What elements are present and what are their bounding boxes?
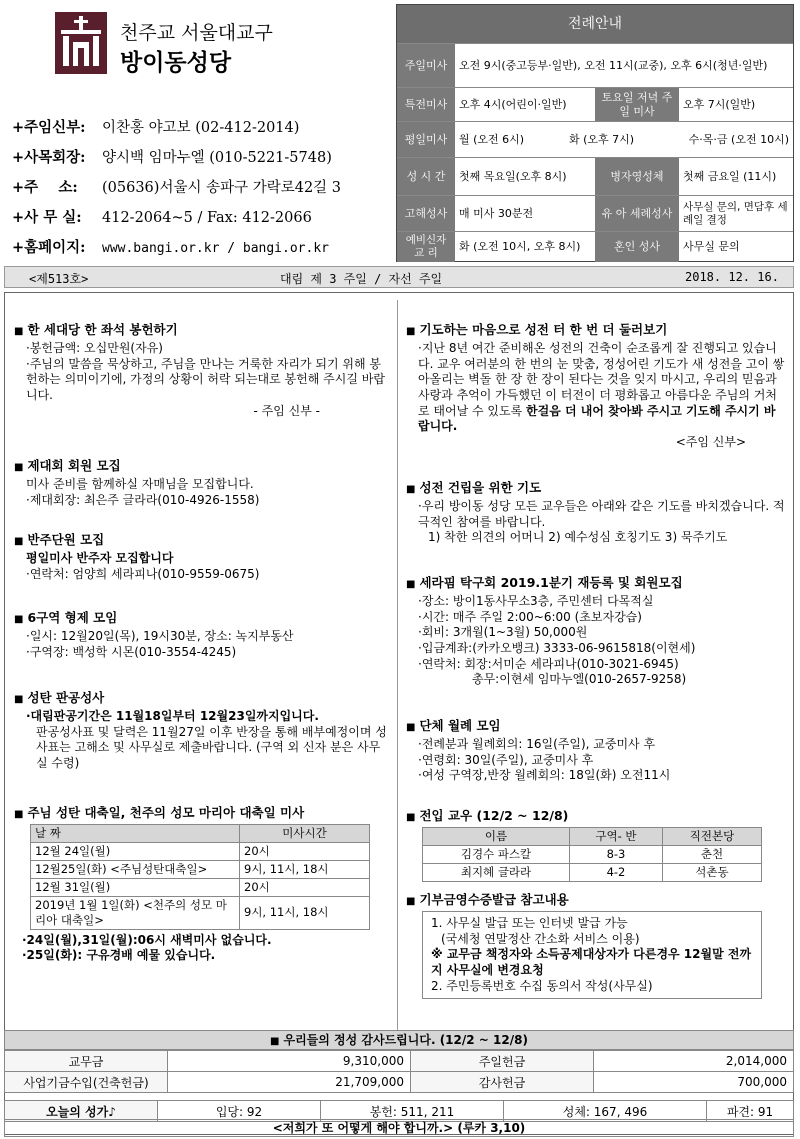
liturgy-label: 특전미사 xyxy=(397,88,455,122)
section-indulgence: ■ 성탄 판공성사 ·대림판공기간은 11월18일부터 12월23일까지입니다. 판공성사표 및 달력은 11월27일 이후 반장을 통해 배부예정이며 성사표는 고해소 및 사무실로 제출바랍니다. (구역 외 신자 분은 사무실 수령) xyxy=(14,690,390,772)
liturgy-label: 고해성사 xyxy=(397,196,455,232)
section-zone: ■ 6구역 형제 모임 ·일시: 12월20일(목), 19시30분, 장소: 녹지부동산 ·구역장: 백성학 시몬(010-3554-4245) xyxy=(14,610,390,660)
section-title: 6구역 형제 모임 xyxy=(27,610,118,625)
tt-place: ·장소: 방이1동사무소3층, 주민센터 다목적실 xyxy=(418,594,654,609)
liturgy-label: 혼인 성사 xyxy=(595,232,679,262)
zone-date: ·일시: 12월20일(목), 19시30분, 장소: 녹지부동산 xyxy=(26,629,294,644)
church-logo xyxy=(55,12,107,74)
section-title: 주님 성탄 대축일, 천주의 성모 마리아 대축일 미사 xyxy=(27,805,305,820)
build-body: ·우리 방이동 성당 모든 교우들은 아래와 같은 기도를 바치겠습니다. 적극적인 참여를 바랍니다. xyxy=(418,499,785,529)
issue-number: <제513호> xyxy=(29,272,89,286)
organ-line: 평일미사 반주자 모집합니다 xyxy=(26,551,174,566)
col-date: 날 짜 xyxy=(31,825,240,843)
table-row: 교무금 9,310,000 주일헌금 2,014,000 xyxy=(5,1051,794,1072)
liturgy-row-confession xyxy=(397,195,793,232)
indulgence-period: ·대림판공기간은 11월18일부터 12월23일까지입니다. xyxy=(26,709,319,724)
offering-body: ·주님의 말씀을 묵상하고, 주님을 만나는 거룩한 자리가 되기 위해 봉헌하는 의미이기에, 가정의 상황이 허락 되는대로 봉헌해 주시길 바랍니다. xyxy=(26,356,385,403)
section-offering: ■ 한 세대당 한 좌석 봉헌하기 ·봉헌금액: 오십만원(자유) ·주님의 말씀을 묵상하고, 주님을 만나는 거룩한 자리가 되기 위해 봉헌하는 의미이기에, 가정의 상황이 허락 되는대로 봉헌해 주시길 바랍니다. - 주임 신부 - xyxy=(14,322,390,419)
new-members-table: 이름 구역- 반 직전본당 김경수 파스칼 8-3 춘천 최지혜 글라라 4-2 석촌동 xyxy=(422,827,762,882)
table-row: 김경수 파스칼 8-3 춘천 xyxy=(423,846,762,864)
section-christmas: ■ 주님 성탄 대축일, 천주의 성모 마리아 대축일 미사 날 짜 미사시간 12월 24일(월) 20시 12월25일(화) <주님성탄대축일> 9시, 11시, 18시 12월 31일(월) 20시 2019년 1월 1일(화) <천주의 성모 마리아 대축일> 9시, 11시, 18시 ·24일(월),31일(월):06시 새벽미사 없습니다. ·25일(화): 구유경배 예물 있습니다. xyxy=(14,805,394,964)
tt-account: ·입금계좌:(카카오뱅크) 3333-06-9615818(이현세) xyxy=(418,641,696,656)
info-value: www.bangi.or.kr / bangi.or.kr xyxy=(102,241,329,256)
section-title: 성탄 판공성사 xyxy=(27,690,105,705)
liturgy-label: 성 시 간 xyxy=(397,158,455,196)
table-row: 12월25일(화) <주님성탄대축일> 9시, 11시, 18시 xyxy=(31,861,370,879)
liturgy-row-weekday xyxy=(397,121,793,158)
info-value: 양시백 임마누엘 (010-5221-5748) xyxy=(102,150,332,166)
liturgy-value: 월 (오전 6시) xyxy=(459,133,525,147)
tt-contact-1: ·연락처: 회장:서미순 세라피나(010-3021-6945) xyxy=(418,656,679,671)
section-title: 성전 건립을 위한 기도 xyxy=(419,480,542,495)
liturgy-row-sunday xyxy=(397,43,793,88)
info-value: (05636)서울시 송파구 가락로42길 3 xyxy=(102,180,342,196)
liturgy-row-hour xyxy=(397,157,793,196)
table-row: 12월 24일(월) 20시 xyxy=(31,843,370,861)
info-label: +주 소: xyxy=(12,179,78,196)
issue-date: 2018. 12. 16. xyxy=(685,270,779,284)
section-table-tennis: ■ 세라핌 탁구회 2019.1분기 재등록 및 회원모집 ·장소: 방이1동사무소3층, 주민센터 다목적실 ·시간: 매주 주일 2:00~6:00 (초보자강습) ·회비: 3개월(1~3월) 50,000원 ·입금계좌:(카카오뱅크) 3333-06-9615818(이현세) ·연락처: 회장:서미순 세라피나(010-3021-6945) 총무:이현세 임마누엘(010-2657-9258) xyxy=(406,575,786,688)
table-row: 최지혜 글라라 4-2 석촌동 xyxy=(423,864,762,882)
col-time: 미사시간 xyxy=(240,825,370,843)
gospel-verse: <저희가 또 어떻게 해야 합니까.> (루카 3,10) xyxy=(4,1119,794,1137)
table-row: 오늘의 성가♪ 입당: 92 봉헌: 511, 211 성체: 167, 496 파견: 91 xyxy=(5,1101,794,1122)
liturgy-value: 첫째 목요일(오후 8시) xyxy=(459,170,567,184)
group-2: ·연령회: 30일(주일), 교중미사 후 xyxy=(418,752,594,767)
liturgy-label: 평일미사 xyxy=(397,122,455,158)
prayer-body: ·지난 8년 여간 준비해온 성전의 건축이 순조롭게 잘 진행되고 있습니다. 교우 여러분의 한 번의 눈 맞춤, 정성어린 기도가 새 성전을 고이 쌓아올리는 벽돌 한 장 한 장이 된다는 것을 잊지 마시고, 우리의 믿음과 사랑과 추억이 가득했던 이 터전이 더 평화롭고 아름다운 주님의 거처로 태어날 수 있도록 xyxy=(418,341,785,418)
liturgy-value: 오전 9시(중고등부·일반), 오전 11시(교중), 오후 6시(청년·일반) xyxy=(459,59,768,73)
tax-2: 2. 주민등록번호 수집 동의서 작성(사무실) xyxy=(431,978,653,993)
prayer-sign: <주임 신부> xyxy=(675,434,746,449)
info-pastor xyxy=(12,116,299,137)
liturgy-value: 오후 7시(일반) xyxy=(683,98,756,112)
info-label: +주임신부: xyxy=(12,119,86,136)
liturgy-value: 매 미사 30분전 xyxy=(459,207,534,221)
section-title: 반주단원 모집 xyxy=(27,532,105,547)
section-title: 기도하는 마음으로 성전 터 한 번 더 둘러보기 xyxy=(419,322,668,337)
tt-contact-2: 총무:이현세 임마누엘(010-2657-9258) xyxy=(472,672,687,687)
section-new-members: ■ 전입 교우 (12/2 ~ 12/8) 이름 구역- 반 직전본당 김경수 파스칼 8-3 춘천 최지혜 글라라 4-2 석촌동 xyxy=(406,808,786,882)
info-label: +사목회장: xyxy=(12,149,86,166)
table-row: 사업기금수입(건축헌금) 21,709,000 감사헌금 700,000 xyxy=(5,1072,794,1093)
section-organist: ■ 반주단원 모집 평일미사 반주자 모집합니다 ·연락처: 엄양희 세라피나(010-9559-0675) xyxy=(14,532,390,582)
section-title: 기부금영수증발급 참고내용 xyxy=(419,892,569,907)
section-title: 단체 월례 모임 xyxy=(419,718,501,733)
xmas-note-2: ·25일(화): 구유경배 예물 있습니다. xyxy=(22,948,216,963)
tt-fee: ·회비: 3개월(1~3월) 50,000원 xyxy=(418,625,588,640)
diocese-name: 천주교 서울대교구 xyxy=(120,22,273,44)
server-line: 미사 준비를 함께하실 자매님을 모집합니다. xyxy=(26,477,254,492)
church-name: 방이동성당 xyxy=(120,49,232,76)
section-altar-server: ■ 제대회 회원 모집 미사 준비를 함께하실 자매님을 모집합니다. ·제대회장: 최은주 글라라(010-4926-1558) xyxy=(14,458,390,508)
section-tax-receipt: ■ 기부금영수증발급 참고내용 1. 사무실 발급 또는 인터넷 발급 가능 (국세청 연말정산 간소화 서비스 이용) ※ 교무금 책정자와 소득공제대상자가 다른경우 12월말 전까지 사무실에 변경요청 2. 주민등록번호 수집 동의서 작성(사무실) xyxy=(406,892,786,999)
server-contact: ·제대회장: 최은주 글라라(010-4926-1558) xyxy=(26,492,260,507)
section-prayer-site: ■ 기도하는 마음으로 성전 터 한 번 더 둘러보기 ·지난 8년 여간 준비해온 성전의 건축이 순조롭게 잘 진행되고 있습니다. 교우 여러분의 한 번의 눈 맞춤, 정성어린 기도가 새 성전을 고이 쌓아올리는 벽돌 한 장 한 장이 된다는 것을 잊지 마시고, 우리의 믿음과 사랑과 추억이 가득했던 이 터전이 더 평화롭고 아름다운 주님의 거처로 태어날 수 있도록 한걸음 더 내어 찾아봐 주시고 기도해 주시기 바랍니다. <주임 신부> xyxy=(406,322,785,449)
group-3: ·여성 구역장,반장 월례회의: 18일(화) 오전11시 xyxy=(418,768,671,783)
liturgy-row-special xyxy=(397,87,793,122)
section-title: 세라핌 탁구회 2019.1분기 재등록 및 회원모집 xyxy=(419,575,683,590)
liturgy-value: 화 (오후 7시) xyxy=(569,133,635,147)
xmas-note-1: ·24일(월),31일(월):06시 새벽미사 없습니다. xyxy=(22,932,272,947)
group-1: ·전례분과 월례회의: 16일(주일), 교중미사 후 xyxy=(418,737,656,752)
info-value: 이찬홍 야고보 (02-412-2014) xyxy=(102,120,300,136)
issue-bar xyxy=(4,266,794,288)
liturgy-label: 주일미사 xyxy=(397,44,455,88)
info-president xyxy=(12,146,332,167)
section-title: 한 세대당 한 좌석 봉헌하기 xyxy=(27,322,178,337)
tax-box xyxy=(422,911,762,999)
liturgy-row-catechumen xyxy=(397,231,793,262)
section-building-prayer: ■ 성전 건립을 위한 기도 ·우리 방이동 성당 모든 교우들은 아래와 같은 기도를 바치겠습니다. 적극적인 참여를 바랍니다. 1) 착한 의견의 어머니 2) 예수성심 호칭기도 3) 묵주기도 xyxy=(406,480,785,545)
info-label: +홈페이지: xyxy=(12,239,86,256)
liturgy-label: 토요일 저녁 주일 미사 xyxy=(595,88,679,122)
tax-1: 1. 사무실 발급 또는 인터넷 발급 가능 xyxy=(431,916,628,931)
tax-1b: (국세청 연말정산 간소화 서비스 이용) xyxy=(441,931,640,946)
liturgy-value: 사무실 문의, 면담후 세례일 결정 xyxy=(683,200,788,226)
organ-contact: ·연락처: 엄양희 세라피나(010-9559-0675) xyxy=(26,566,260,581)
offering-amount: ·봉헌금액: 오십만원(자유) xyxy=(26,341,163,356)
liturgy-value: 첫째 금요일 (11시) xyxy=(683,170,777,184)
cathedral-icon xyxy=(55,12,107,74)
section-title: 전입 교우 (12/2 ~ 12/8) xyxy=(419,808,569,823)
table-row: 12월 31일(월) 20시 xyxy=(31,879,370,897)
section-title: 제대회 회원 모집 xyxy=(27,458,121,473)
info-address xyxy=(12,176,341,197)
info-office xyxy=(12,206,312,227)
thanks-title: ■ 우리들의 정성 감사드립니다. (12/2 ~ 12/8) xyxy=(4,1030,794,1050)
zone-leader: ·구역장: 백성학 시몬(010-3554-4245) xyxy=(26,644,237,659)
offering-sign: - 주임 신부 - xyxy=(253,403,320,418)
liturgy-label: 예비신자 교 리 xyxy=(397,232,455,262)
info-value: 412-2064~5 / Fax: 412-2066 xyxy=(102,210,312,226)
liturgy-value: 수·목·금 (오전 10시) xyxy=(688,133,789,147)
liturgy-label: 병자영성체 xyxy=(595,158,679,196)
offering-table xyxy=(4,1050,794,1093)
liturgy-value: 오후 4시(어린이·일반) xyxy=(459,98,567,112)
prayer-emphasis: 한걸음 더 내어 찾아봐 주시고 기도해 주시기 바랍니다. xyxy=(418,403,776,434)
liturgical-sunday: 대림 제 3 주일 / 자선 주일 xyxy=(280,272,443,286)
indulgence-body: 판공성사표 및 달력은 11월27일 이후 반장을 통해 배부예정이며 성사표는 고해소 및 사무실로 제출바랍니다. (구역 외 신자 분은 사무실 수령) xyxy=(36,724,387,771)
section-groups: ■ 단체 월례 모임 ·전례분과 월례회의: 16일(주일), 교중미사 후 ·연령회: 30일(주일), 교중미사 후 ·여성 구역장,반장 월례회의: 18일(화) 오전11시 xyxy=(406,718,786,784)
build-items: 1) 착한 의견의 어머니 2) 예수성심 호칭기도 3) 묵주기도 xyxy=(428,530,728,545)
liturgy-value: 사무실 문의 xyxy=(683,240,740,254)
tt-time: ·시간: 매주 주일 2:00~6:00 (초보자강습) xyxy=(418,609,642,624)
table-row: 2019년 1월 1일(화) <천주의 성모 마리아 대축일> 9시, 11시, 18시 xyxy=(31,897,370,930)
liturgy-table xyxy=(396,4,794,262)
tax-note: ※ 교무금 책정자와 소득공제대상자가 다른경우 12월말 전까지 사무실에 변경요청 xyxy=(431,947,752,978)
column-divider xyxy=(397,300,398,1030)
liturgy-value: 화 (오전 10시, 오후 8시) xyxy=(459,240,581,254)
christmas-mass-table xyxy=(30,824,370,930)
liturgy-label: 유 아 세례성사 xyxy=(595,196,679,232)
info-homepage xyxy=(12,236,329,257)
liturgy-title: 전례안내 xyxy=(397,5,793,43)
info-label: +사 무 실: xyxy=(12,209,82,226)
